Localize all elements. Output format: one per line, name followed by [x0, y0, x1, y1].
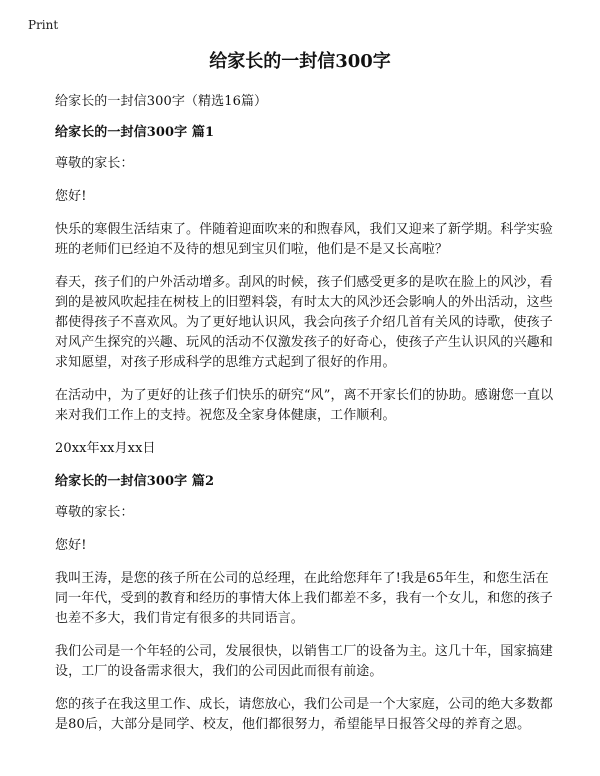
section-heading: 给家长的一封信300字 篇2	[55, 474, 215, 489]
paragraph: 您的孩子在我这里工作、成长，请您放心，我们公司是一个大家庭，公司的绝大多数都是80后，大部分是同学、校友，他们都很努力，希望能早日报答父母的养育之恩。	[55, 697, 553, 732]
section-heading: 给家长的一封信300字 篇1	[55, 125, 215, 140]
document-body	[55, 92, 555, 748]
greeting: 您好!	[55, 538, 87, 553]
paragraph: 快乐的寒假生活结束了。伴随着迎面吹来的和煦春风，我们又迎来了新学期。科学实验班的老师们已经迫不及待的想见到宝贝们啦，他们是不是又长高啦？	[55, 222, 553, 257]
document-title: 给家长的一封信300字	[209, 51, 391, 72]
salutation: 尊敬的家长：	[55, 156, 134, 171]
paragraph: 我叫王涛，是您的孩子所在公司的总经理，在此给您拜年了!我是65年生，和您生活在同一年代，受到的教育和经历的事情大体上我们都差不多，我有一个女儿，和您的孩子也差不多大，我们肯定有很多的共同语言。	[55, 571, 553, 626]
paragraph: 春天，孩子们的户外活动增多。刮风的时候，孩子们感受更多的是吹在脸上的风沙，看到的是被风吹起挂在树枝上的旧塑料袋，有时太大的风沙还会影响人的外出活动，这些都使得孩子不喜欢风。为了更好地认识风，我会向孩子介绍几首有关风的诗歌，使孩子对风产生探究的兴趣、玩风的活动不仅激发孩子的好奇心，使孩子产生认识风的兴趣和求知愿望，对孩子形成科学的思维方式起到了很好的作用。	[55, 275, 553, 370]
salutation: 尊敬的家长：	[55, 505, 134, 520]
letter-date: 20xx年xx月xx日	[55, 441, 156, 456]
print-link[interactable]: Print	[28, 18, 59, 32]
paragraph: 我们公司是一个年轻的公司，发展很快，以销售工厂的设备为主。这几十年，国家搞建设，工厂的设备需求很大，我们的公司因此而很有前途。	[55, 644, 553, 679]
document-subtitle: 给家长的一封信300字（精选16篇）	[55, 94, 268, 109]
paragraph: 在活动中，为了更好的让孩子们快乐的研究“风”，离不开家长们的协助。感谢您一直以来对我们工作上的支持。祝您及全家身体健康，工作顺利。	[55, 388, 554, 423]
greeting: 您好!	[55, 189, 87, 204]
